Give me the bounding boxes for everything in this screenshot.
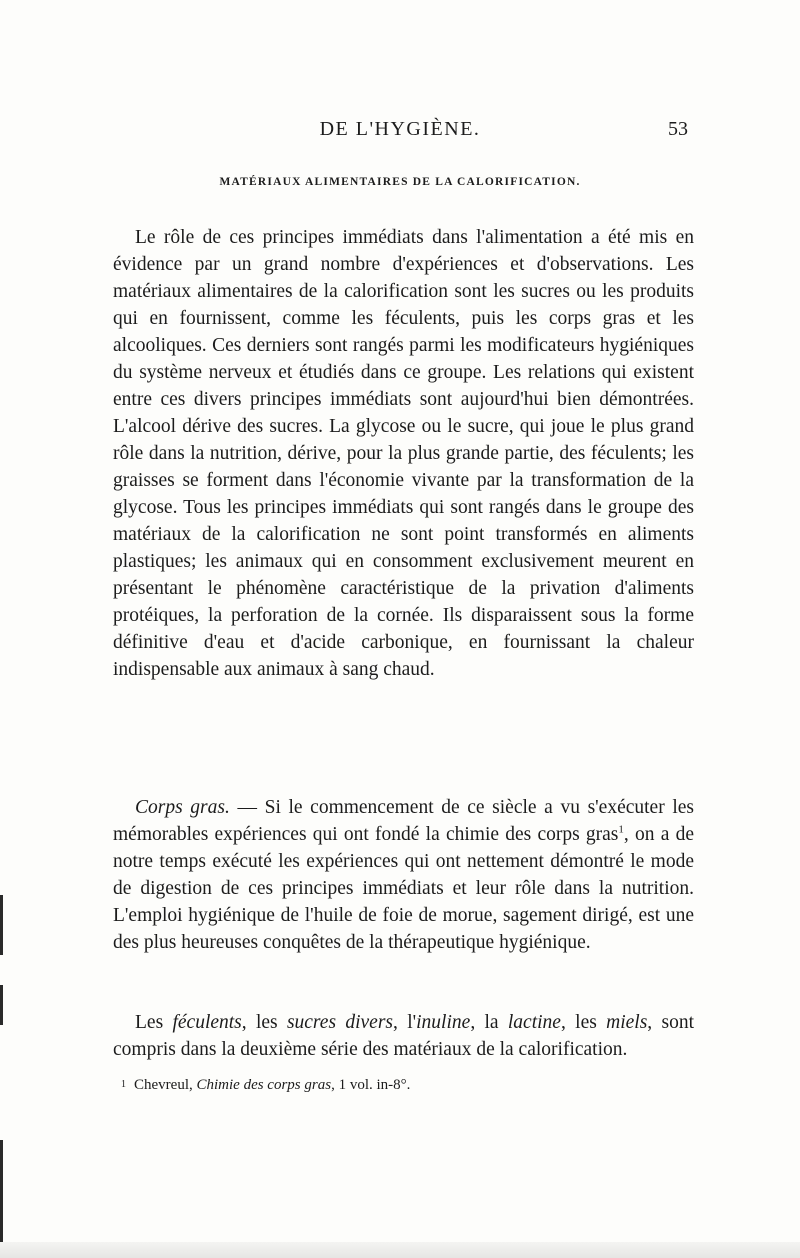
footnote-author: Chevreul,	[134, 1077, 197, 1093]
p3-italic-lactine: lactine	[507, 1012, 561, 1033]
footnote-mark: 1	[121, 1079, 126, 1090]
p3-italic-inuline: inuline	[416, 1012, 471, 1033]
running-head	[0, 118, 800, 142]
p3-italic-sucres: sucres divers	[286, 1012, 394, 1033]
paragraph-1	[113, 224, 694, 683]
page-number: 53	[668, 118, 688, 140]
paragraph-1-text: Le rôle de ces principes immédiats dans l'alimentation a été mis en évidence par un grand nombre d'expériences et d'observations. Les matériaux alimentaires de la calorification sont les sucres ou les produits qui en fournissent, comme les féculents, puis les corps gras et les alcooliques. Ces derniers sont rangés parmi les modificateurs hygiéniques du système nerveux et étudiés dans ce groupe. Les relations qui existent entre ces divers principes immédiats sont aujourd'hui bien démontrées. L'alcool dérive des sucres. La glycose ou le sucre, qui joue le plus grand rôle dans la nutrition, dérive, pour la plus grande partie, des féculents; les graisses se forment dans l'économie vivante par la transformation de la glycose. Tous les principes immédiats qui sont rangés dans le groupe des matériaux de la calorification ne sont point transformés en aliments plastiques; les animaux qui en consomment exclusivement meurent en présentant le phénomène caractéristique de la privation d'aliments protéiques, la perforation de la cornée. Ils disparaissent sous la forme définitive d'eau et d'acide carbonique, en fournissant la chaleur indispensable aux animaux à sang chaud.	[113, 227, 694, 680]
paragraph-3	[113, 1009, 694, 1063]
paragraph-2	[113, 794, 694, 956]
footnote-title: Chimie des corps gras	[196, 1077, 332, 1093]
page-edge-mark	[0, 895, 3, 955]
running-title: DE L'HYGIÈNE.	[319, 118, 481, 140]
footnote-rest: , 1 vol. in-8°.	[331, 1077, 411, 1093]
p3-text-1: Les	[135, 1012, 173, 1033]
footnote-reference: 1	[618, 823, 624, 836]
corps-gras-lead: Corps gras.	[135, 797, 230, 818]
p3-italic-miels: miels	[606, 1012, 648, 1033]
paragraph-2-text-a: — Si le commencement de ce siècle a vu s'exécuter les mémorables expériences qui ont fondé la chimie des corps gras	[113, 797, 694, 845]
p3-text-6: , sont compris dans la deuxième série des matériaux de la calorification.	[113, 1012, 694, 1060]
paragraph-2-text	[113, 794, 694, 956]
paragraph-3-text	[113, 1009, 694, 1063]
p3-text-3: , l'	[393, 1012, 417, 1033]
p3-text-4: , la	[470, 1012, 508, 1033]
p3-text-2: , les	[241, 1012, 287, 1033]
p3-italic-feculents: féculents	[172, 1012, 242, 1033]
page-bottom-shadow	[0, 1242, 800, 1258]
p3-text-5: , les	[560, 1012, 607, 1033]
paragraph-2-text-b: , on a de notre temps exécuté les expériences qui ont nettement démontré le mode de digestion de ces principes immédiats et leur rôle dans la nutrition. L'emploi hygiénique de l'huile de foie de morue, sagement dirigé, est une des plus heureuses conquêtes de la thérapeutique hygiénique.	[113, 824, 695, 953]
section-heading: MATÉRIAUX ALIMENTAIRES DE LA CALORIFICATION.	[219, 176, 581, 188]
page-edge-mark	[0, 1140, 3, 1250]
page-edge-mark	[0, 985, 3, 1025]
footnote	[113, 1075, 694, 1095]
